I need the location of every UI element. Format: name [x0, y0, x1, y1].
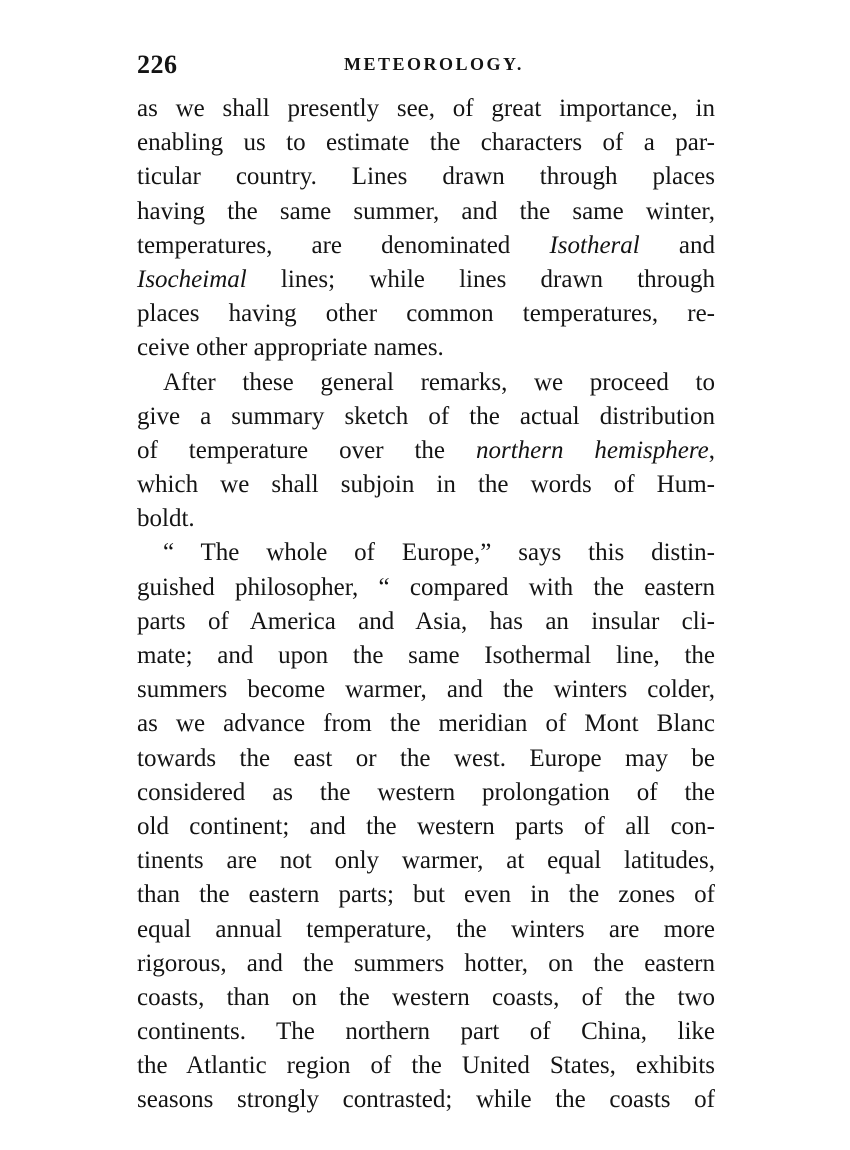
- text-line: coasts, than on the western coasts, of the two: [137, 983, 715, 1011]
- text-line: boldt.: [137, 505, 195, 533]
- text-line: as we advance from the meridian of Mont Blanc: [137, 710, 715, 738]
- body-text: [137, 92, 715, 1118]
- text-line: guished philosopher, “ compared with the eastern: [137, 573, 715, 601]
- text-line: continents. The northern part of China, like: [137, 1018, 715, 1046]
- text-line: as we shall presently see, of great importance, in: [137, 95, 715, 122]
- text-line: old continent; and the western parts of all con-: [137, 812, 715, 840]
- text-line: the Atlantic region of the United States, exhibits: [137, 1052, 715, 1080]
- text-line: “ The whole of Europe,” says this distin-: [163, 539, 715, 567]
- text-line: which we shall subjoin in the words of Hum-: [137, 471, 715, 499]
- text-line: having the same summer, and the same winter,: [137, 197, 715, 225]
- text-line: towards the east or the west. Europe may be: [137, 744, 715, 772]
- text-line: seasons strongly contrasted; while the coasts of: [137, 1086, 715, 1114]
- text-line: of temperature over the northern hemisphere,: [137, 436, 715, 464]
- text-line: enabling us to estimate the characters of a par-: [137, 129, 715, 157]
- text-line: tinents are not only warmer, at equal latitudes,: [137, 847, 715, 875]
- text-line: ceive other appropriate names.: [137, 334, 444, 362]
- text-line: Isocheimal lines; while lines drawn through: [137, 265, 715, 293]
- text-line: places having other common temperatures, re-: [137, 300, 715, 328]
- text-line: considered as the western prolongation of the: [137, 778, 715, 806]
- text-line: parts of America and Asia, has an insular cli-: [137, 607, 715, 635]
- running-head: METEOROLOGY.: [344, 54, 524, 74]
- text-line: temperatures, are denominated Isotheral and: [137, 231, 715, 259]
- text-line: summers become warmer, and the winters colder,: [137, 676, 715, 704]
- text-line: give a summary sketch of the actual distribution: [137, 402, 715, 430]
- page-number: 226: [137, 50, 178, 79]
- text-line: rigorous, and the summers hotter, on the eastern: [137, 949, 715, 977]
- page-header: [137, 50, 715, 82]
- text-line: than the eastern parts; but even in the zones of: [137, 881, 715, 909]
- text-line: mate; and upon the same Isothermal line, the: [137, 642, 715, 669]
- text-line: After these general remarks, we proceed to: [163, 368, 715, 396]
- text-line: equal annual temperature, the winters are more: [137, 915, 715, 943]
- text-line: ticular country. Lines drawn through places: [137, 163, 715, 191]
